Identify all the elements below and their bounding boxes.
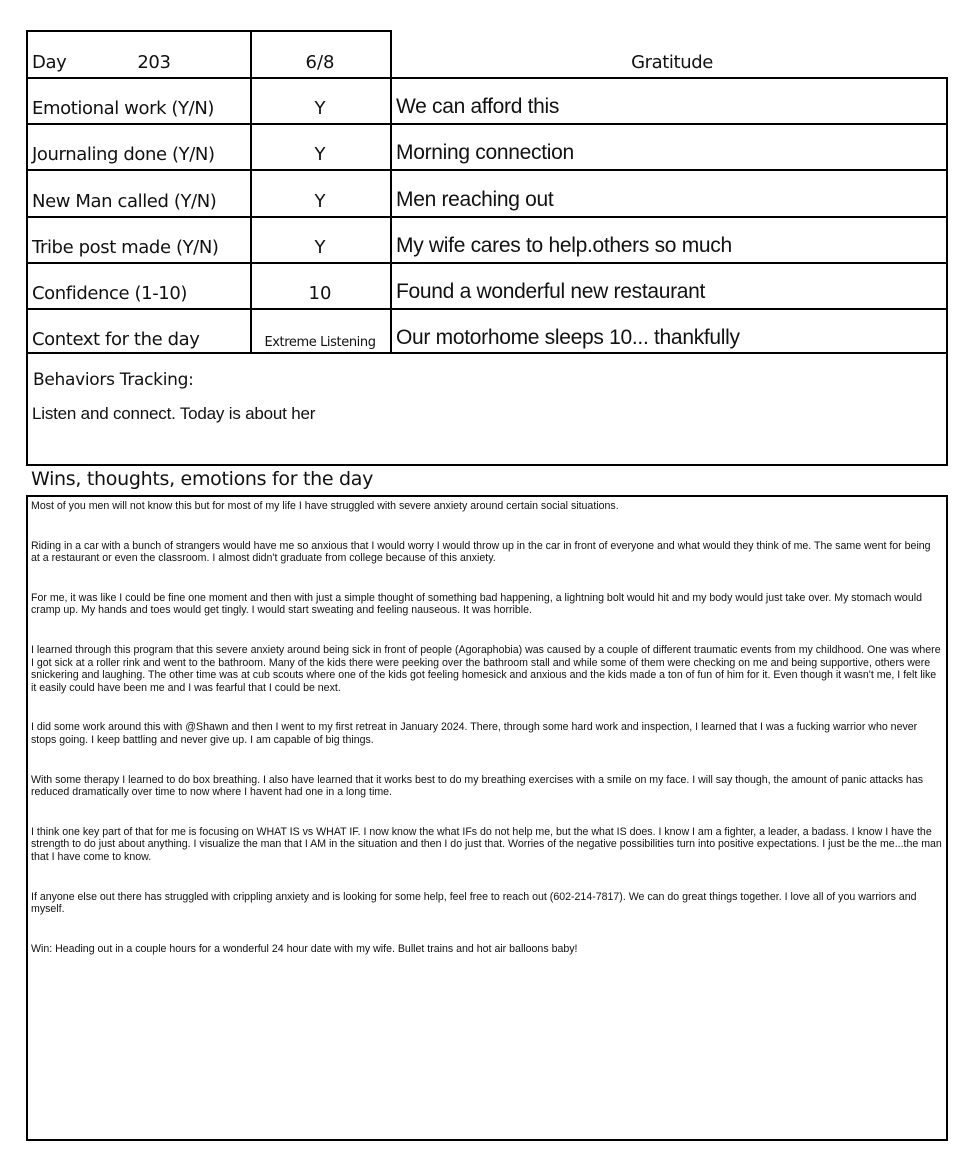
tracker-row <box>26 169 948 216</box>
row-label: Emotional work (Y/N) <box>26 77 252 123</box>
gratitude-item: Found a wonderful new restaurant <box>390 262 948 308</box>
row-label: Journaling done (Y/N) <box>26 123 252 169</box>
row-label: Tribe post made (Y/N) <box>26 216 252 262</box>
journal-paragraph: I learned through this program that this severe anxiety around being sick in front of people (Agoraphobia) was caused by a couple of different traumatic events from my childhood. One was where I got sick at a roller rink and went to the bathroom. Many of the kids there were peeking over the bathroom stall and while some of them were checking on me and being supportive, others were snickering and laughing. The other time was at cub scouts where one of the kids got feeling homesick and anxious and the kids made a ton of fun of him for it. Even though it wasn't me, I felt like it easily could have been me and I was fearful that I could be next. <box>31 643 941 694</box>
tracker-row <box>26 262 948 308</box>
journal-paragraph: Win: Heading out in a couple hours for a wonderful 24 hour date with my wife. Bullet trains and hot air balloons baby! <box>31 942 578 955</box>
tracker-row <box>26 123 948 169</box>
row-label: Confidence (1-10) <box>26 262 252 308</box>
date-value: 6/8 <box>305 52 335 73</box>
row-value: Y <box>250 216 392 262</box>
gratitude-header <box>390 30 948 77</box>
day-label: Day <box>32 52 67 73</box>
tracker-row <box>26 216 948 262</box>
gratitude-item: Morning connection <box>390 123 948 169</box>
row-value: Y <box>250 77 392 123</box>
gratitude-item: We can afford this <box>390 77 948 123</box>
daily-tracker-table <box>26 30 948 354</box>
tracker-row <box>26 77 948 123</box>
gratitude-item: Men reaching out <box>390 169 948 216</box>
journal-paragraph: If anyone else out there has struggled with crippling anxiety and is looking for some help, feel free to reach out (602-214-7817). We can do great things together. I love all of you warriors and myself. <box>31 890 917 916</box>
row-value: Y <box>250 169 392 216</box>
row-value: Y <box>250 123 392 169</box>
behaviors-tracking-box <box>26 352 948 466</box>
journal-paragraph: I think one key part of that for me is focusing on WHAT IS vs WHAT IF. I now know the what IFs do not help me, but the what IS does. I know I am a fighter, a leader, a badass. I know I have the strength to do just about anything. I visualize the man that I AM in the situation and then I do just that. Worries of the negative possibilities turn into positive expectations. I just be the me...the man that I have come to know. <box>31 825 942 863</box>
journal-paragraph: I did some work around this with @Shawn and then I went to my first retreat in January 2024. There, through some hard work and inspection, I learned that I was a fucking warrior who never stops going. I keep battling and never give up. I am capable of big things. <box>31 721 918 746</box>
header-row <box>26 30 948 77</box>
row-label: New Man called (Y/N) <box>26 169 252 216</box>
date-cell <box>250 30 392 77</box>
journal-paragraph: For me, it was like I could be fine one moment and then with just a simple thought of something bad happening, a lightning bolt would hit and my body would just take over. My stomach would cramp up. My hands and toes would get tingly. I would start sweating and feeling nauseous. It was horrible. <box>31 591 922 617</box>
gratitude-item: Our motorhome sleeps 10... thankfully <box>390 308 948 354</box>
behaviors-title: Behaviors Tracking: <box>33 370 194 390</box>
behaviors-text: Listen and connect. Today is about her <box>32 404 316 423</box>
journal-paragraph: With some therapy I learned to do box breathing. I also have learned that it works best to do my breathing exercises with a smile on my face. I will say though, the amount of panic attacks has reduced dramatically over time to now where I havent had one in a long time. <box>31 773 924 799</box>
tracker-row <box>26 308 948 354</box>
row-label: Context for the day <box>26 308 252 354</box>
gratitude-header-text: Gratitude <box>631 52 713 73</box>
row-value: 10 <box>250 262 392 308</box>
day-number: 203 <box>137 52 171 73</box>
day-cell <box>26 30 252 77</box>
row-value: Extreme Listening <box>250 308 392 354</box>
gratitude-item: My wife cares to help.others so much <box>390 216 948 262</box>
journal-paragraph: Most of you men will not know this but for most of my life I have struggled with severe anxiety around certain social situations. <box>31 500 619 512</box>
wins-title: Wins, thoughts, emotions for the day <box>31 468 374 490</box>
journal-paragraph: Riding in a car with a bunch of strangers would have me so anxious that I would worry I would throw up in the car in front of everyone and what would they think of me. The same went for being at a restaurant or even the classroom. I almost didn't graduate from college because of this anxiety. <box>31 539 931 565</box>
wins-thoughts-box <box>26 495 948 1141</box>
